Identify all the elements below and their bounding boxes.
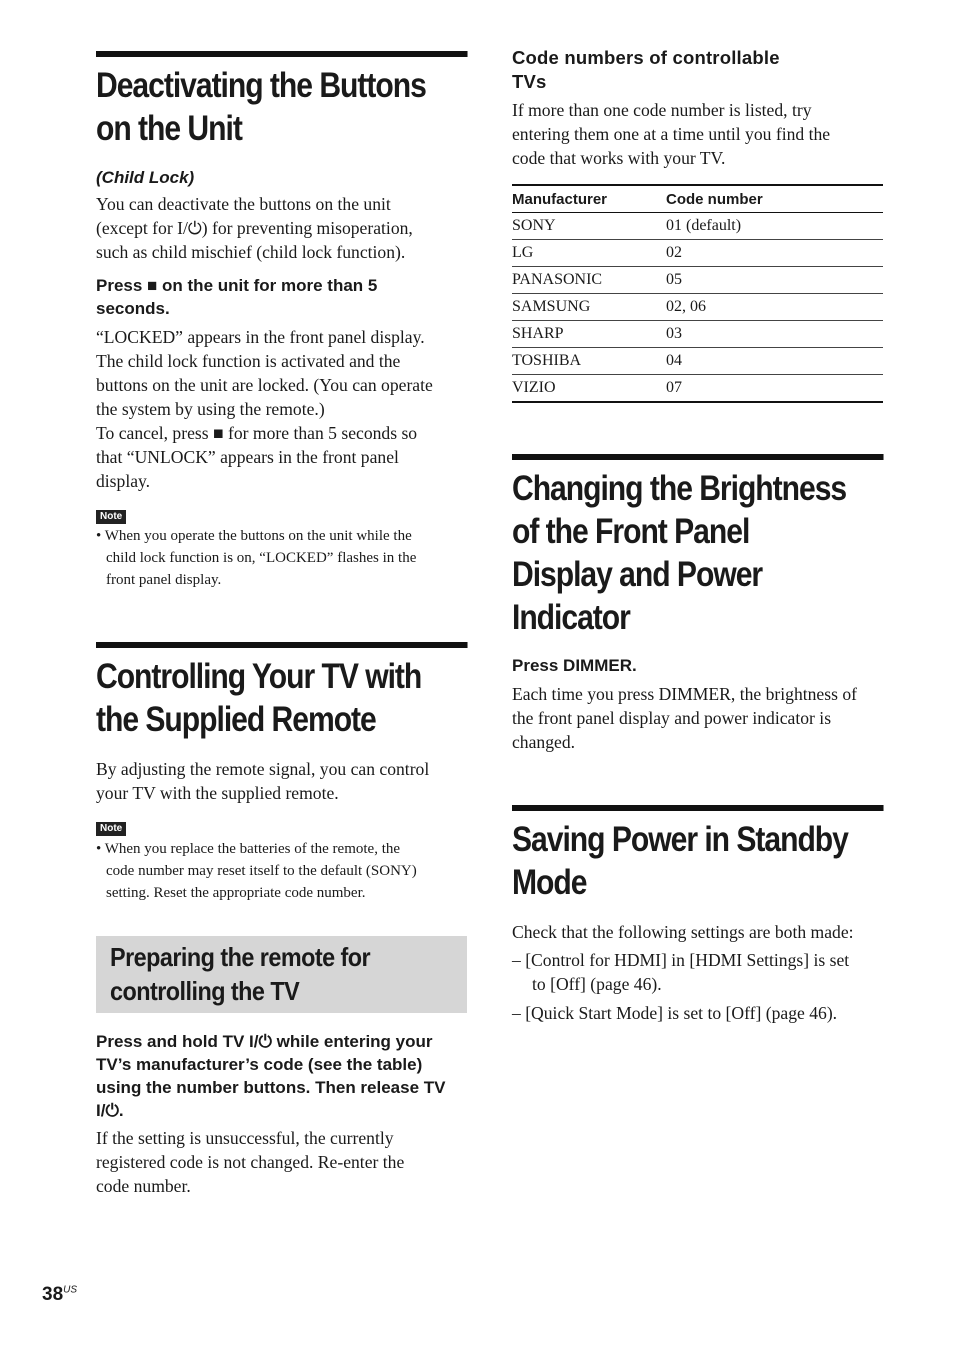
code-numbers-heading xyxy=(512,46,780,94)
text-line: Check that the following settings are both made: xyxy=(512,922,854,942)
dimmer-paragraph xyxy=(512,682,883,754)
heading-line: Deactivating the Buttons xyxy=(96,66,426,105)
text-line: If more than one code number is listed, try xyxy=(512,100,812,120)
manufacturer-cell: VIZIO xyxy=(512,379,556,396)
text-line: • When you operate the buttons on the unit while the xyxy=(96,528,412,544)
code-cell: 05 xyxy=(666,267,883,294)
text-line: changed. xyxy=(512,732,576,752)
heading-line: Mode xyxy=(512,863,587,902)
heading-line: Indicator xyxy=(512,598,630,637)
code-cell: 03 xyxy=(666,321,883,348)
text-line: the system by using the remote.) xyxy=(96,399,325,419)
saving-list-item xyxy=(512,1001,883,1025)
press-hold-instruction xyxy=(96,1030,446,1122)
table-row xyxy=(512,294,883,321)
text-line: the front panel display and power indicator is xyxy=(512,708,832,728)
note-batteries xyxy=(96,838,467,904)
press-dimmer-instruction: Press DIMMER. xyxy=(512,656,637,675)
manufacturer-cell: SHARP xyxy=(512,321,666,348)
code-cell: 02 xyxy=(666,240,883,267)
text-line: buttons on the unit are locked. (You can operate xyxy=(96,375,433,395)
column-header-manufacturer: Manufacturer xyxy=(512,185,666,213)
manufacturer-cell: TOSHIBA xyxy=(512,348,666,375)
text-line: using the number buttons. Then release TV xyxy=(96,1078,446,1097)
locked-paragraph xyxy=(96,325,467,493)
heading-controlling-tv xyxy=(96,642,468,741)
heading-line: Controlling Your TV with xyxy=(96,657,422,696)
table-header-row xyxy=(512,185,883,213)
note-badge: Note xyxy=(96,510,126,524)
heading-line: controlling the TV xyxy=(110,976,300,1006)
text-line: The child lock function is activated and the xyxy=(96,351,401,371)
page-number xyxy=(42,1284,77,1306)
text-line: • When you replace the batteries of the remote, the xyxy=(96,841,401,857)
text-line: entering them one at a time until you find the xyxy=(512,124,831,144)
child-lock-subheading: (Child Lock) xyxy=(96,168,195,187)
text-line: I/⏻. xyxy=(96,1101,124,1120)
saving-intro xyxy=(512,920,883,944)
unsuccessful-paragraph xyxy=(96,1126,467,1198)
table-row xyxy=(512,240,883,267)
heading-line: Changing the Brightness xyxy=(512,469,847,508)
text-line: You can deactivate the buttons on the unit xyxy=(96,194,391,214)
text-line: display. xyxy=(96,471,151,491)
text-line: – [Quick Start Mode] is set to [Off] (page 46). xyxy=(512,1003,838,1023)
press-stop-instruction xyxy=(96,274,377,320)
text-line: (except for I/⏻) for preventing misoperation, xyxy=(96,218,413,238)
heading-line: Display and Power xyxy=(512,555,763,594)
heading-saving-power xyxy=(512,805,884,904)
text-line: If the setting is unsuccessful, the currently xyxy=(96,1128,394,1148)
code-numbers-paragraph xyxy=(512,98,883,170)
manufacturer-cell: SONY xyxy=(512,213,666,240)
text-line: Press and hold TV I/⏻ while entering your xyxy=(96,1032,433,1051)
code-cell: 02, 06 xyxy=(666,294,883,321)
manufacturer-cell: LG xyxy=(512,240,666,267)
preparing-remote-heading xyxy=(110,940,370,1008)
text-line: child lock function is on, “LOCKED” flashes in the xyxy=(106,550,417,566)
text-line: that “UNLOCK” appears in the front panel xyxy=(96,447,399,467)
code-cell: 07 xyxy=(666,379,682,396)
page-number-value: 38 xyxy=(42,1284,64,1305)
text-line: By adjusting the remote signal, you can control xyxy=(96,759,430,779)
column-header-code-number: Code number xyxy=(666,185,883,213)
page-region-suffix: US xyxy=(63,1284,78,1296)
text-line: TV’s manufacturer’s code (see the table) xyxy=(96,1055,423,1074)
table-row xyxy=(512,267,883,294)
text-line: code number may reset itself to the default (SONY) xyxy=(106,863,417,879)
manufacturer-cell: PANASONIC xyxy=(512,267,666,294)
text-line: code number. xyxy=(96,1176,191,1196)
text-line: code that works with your TV. xyxy=(512,148,726,168)
controlling-paragraph xyxy=(96,757,467,805)
note-badge: Note xyxy=(96,822,126,836)
heading-line: of the Front Panel xyxy=(512,512,750,551)
text-line: TVs xyxy=(512,71,547,92)
heading-deactivating-buttons xyxy=(96,51,468,150)
code-cell: 04 xyxy=(666,348,883,375)
preparing-remote-heading-box xyxy=(96,936,467,1013)
heading-line: Saving Power in Standby xyxy=(512,820,848,859)
heading-line: the Supplied Remote xyxy=(96,700,376,739)
heading-changing-brightness xyxy=(512,454,884,639)
table-row xyxy=(512,321,883,348)
code-cell: 01 (default) xyxy=(666,213,883,240)
text-line: setting. Reset the appropriate code number. xyxy=(106,885,366,901)
table-row xyxy=(512,375,883,403)
text-line: your TV with the supplied remote. xyxy=(96,783,339,803)
saving-list-item xyxy=(512,948,883,996)
table-row xyxy=(512,213,883,240)
note-child-lock xyxy=(96,525,467,591)
table-row xyxy=(512,348,883,375)
text-line: Press ■ on the unit for more than 5 xyxy=(96,276,378,295)
heading-line: Preparing the remote for xyxy=(110,942,371,972)
text-line: Each time you press DIMMER, the brightness of xyxy=(512,684,857,704)
text-line: such as child mischief (child lock function). xyxy=(96,242,406,262)
child-lock-paragraph xyxy=(96,192,467,264)
text-line: registered code is not changed. Re-enter the xyxy=(96,1152,405,1172)
text-line: front panel display. xyxy=(106,572,222,588)
text-line: Code numbers of controllable xyxy=(512,47,780,68)
text-line: seconds. xyxy=(96,299,170,318)
manufacturer-cell: SAMSUNG xyxy=(512,294,666,321)
text-line: – [Control for HDMI] in [HDMI Settings] is set xyxy=(512,950,850,970)
text-line: “LOCKED” appears in the front panel display. xyxy=(96,327,425,347)
text-line: To cancel, press ■ for more than 5 seconds so xyxy=(96,423,418,443)
text-line: to [Off] (page 46). xyxy=(532,974,662,994)
heading-line: on the Unit xyxy=(96,109,242,148)
tv-code-table xyxy=(512,184,883,403)
